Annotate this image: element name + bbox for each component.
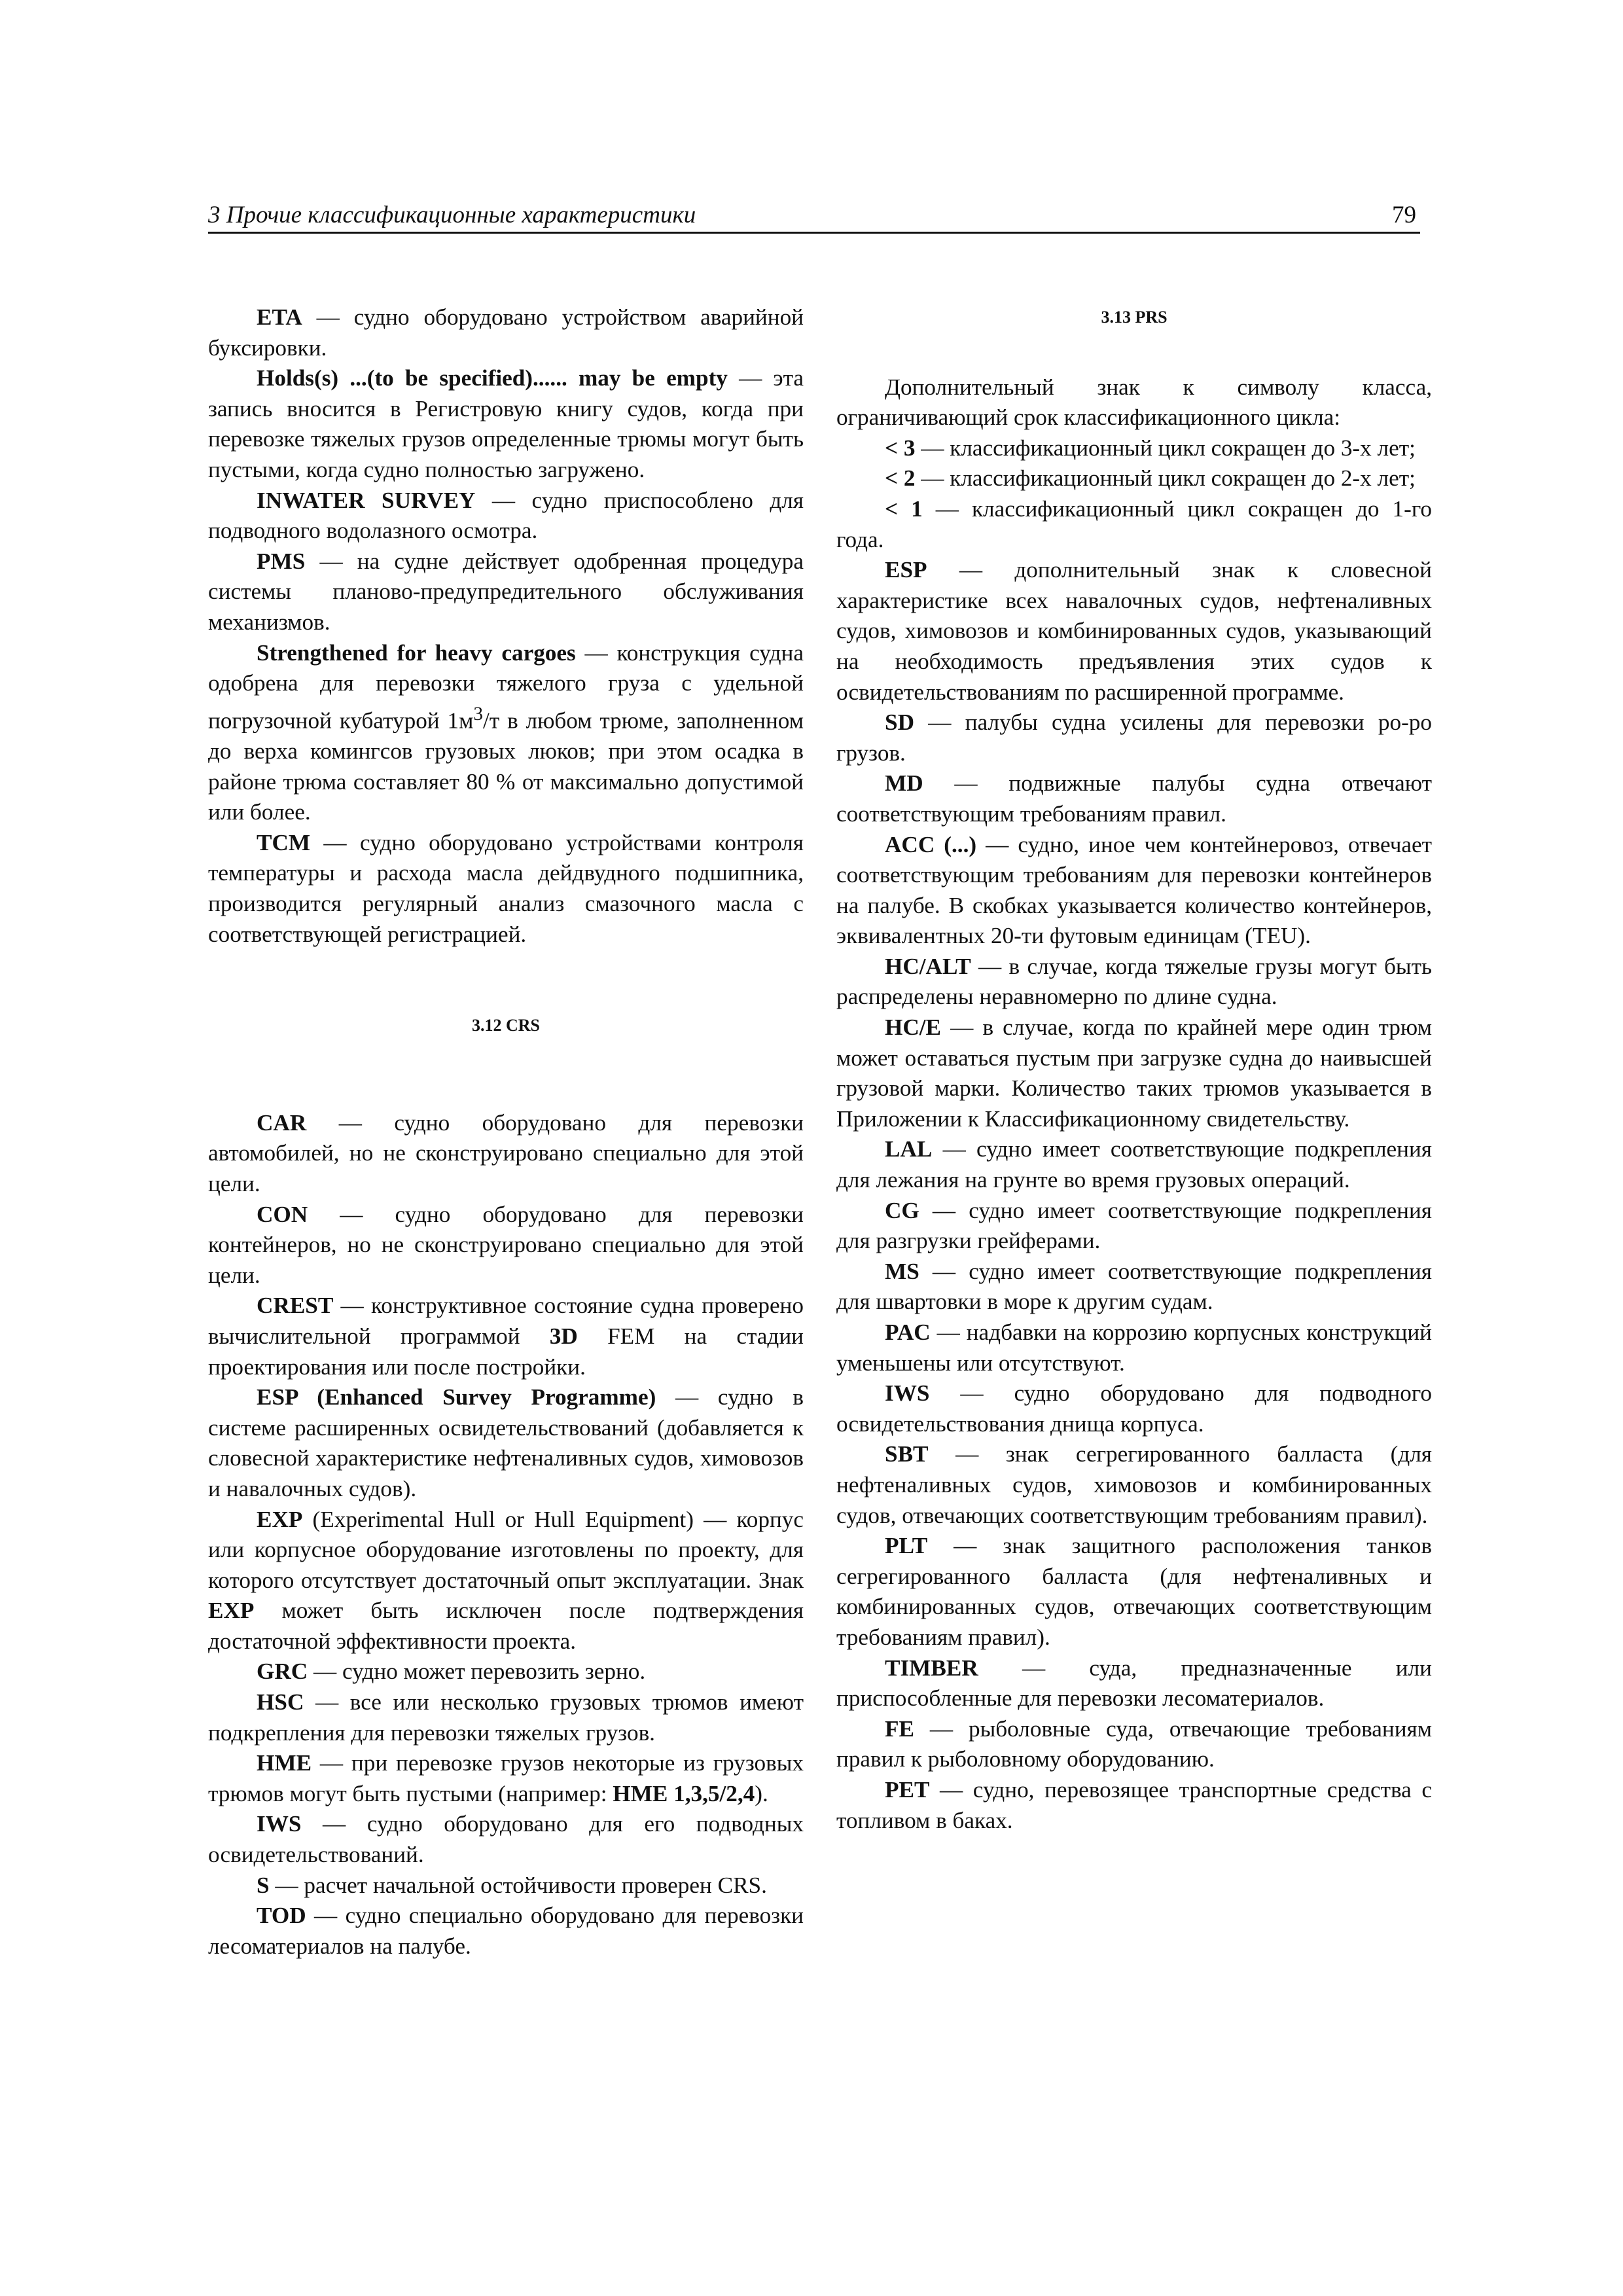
- paragraph-timber: [836, 1653, 1432, 1714]
- term: S: [257, 1872, 270, 1898]
- term: < 2: [885, 465, 916, 492]
- term: MD: [885, 770, 923, 797]
- term: PET: [885, 1776, 930, 1803]
- definition: — эта запись вносится в Регистровую книгу судов, когда при перевозке тяжелых грузов определенные трюмы могут быть пустыми, когда судно полностью загружено.: [208, 365, 804, 482]
- term: HC/ALT: [885, 953, 971, 979]
- definition-cont: ).: [755, 1780, 768, 1806]
- paragraph-sd: [836, 708, 1432, 768]
- term: CREST: [257, 1293, 334, 1319]
- term: HSC: [257, 1689, 304, 1715]
- paragraph-tcm: [208, 828, 804, 950]
- term: < 1: [885, 495, 923, 522]
- paragraph-cycle-1: [836, 494, 1432, 555]
- paragraph-fe: [836, 1714, 1432, 1775]
- paragraph-exp: [208, 1505, 804, 1657]
- term: CG: [885, 1197, 919, 1223]
- term: TCM: [257, 829, 311, 855]
- definition: — суда, предназначенные или приспособленные для перевозки лесоматериалов.: [836, 1655, 1432, 1712]
- paragraph-hc-e: [836, 1013, 1432, 1134]
- paragraph-pms: [208, 547, 804, 638]
- left-column: [208, 302, 804, 1962]
- definition: — судно оборудовано для перевозки автомобилей, но не сконструировано специально для этой цели.: [208, 1109, 804, 1196]
- term-3d: 3D: [549, 1323, 578, 1349]
- term: MS: [885, 1258, 919, 1284]
- section-heading-crs: 3.12 CRS: [471, 1016, 540, 1035]
- term: FE: [885, 1715, 914, 1742]
- paragraph-hme: [208, 1748, 804, 1809]
- definition: — в случае, когда тяжелые грузы могут быть распределены неравномерно по длине судна.: [836, 953, 1432, 1010]
- paragraph-esp: [836, 555, 1432, 708]
- paragraph-car: [208, 1108, 804, 1200]
- paragraph-crest: [208, 1291, 804, 1382]
- definition: — палубы судна усилены для перевозки ро-ро грузов.: [836, 709, 1432, 766]
- definition: — классификационный цикл сокращен до 3-х лет;: [915, 435, 1416, 461]
- term: IWS: [885, 1380, 930, 1407]
- definition: — в случае, когда по крайней мере один трюм может оставаться пустым при загрузке судна до наивысшей грузовой марки. Количество таких трюмов указывается в Приложении к Классификационному свидетельству.: [836, 1014, 1432, 1132]
- term: Strengthened for heavy cargoes: [257, 639, 576, 666]
- definition: — классификационный цикл сокращен до 1-го года.: [836, 495, 1432, 552]
- definition: — судно имеет соответствующие подкрепления для разгрузки грейферами.: [836, 1197, 1432, 1254]
- definition: — судно, иное чем контейнеровоз, отвечает соответствующим требованиям для перевозки контейнеров на палубе. В скобках указывается количество контейнеров, эквивалентных 20-ти футовым единицам (TEU).: [836, 831, 1432, 949]
- term: TIMBER: [885, 1655, 978, 1681]
- right-column: [836, 302, 1432, 1836]
- paragraph-eta: [208, 302, 804, 363]
- definition: — судно имеет соответствующие подкрепления для швартовки в море к другим судам.: [836, 1258, 1432, 1315]
- paragraph-s: [208, 1871, 804, 1901]
- definition: — судно, перевозящее транспортные средства с топливом в баках.: [836, 1776, 1432, 1833]
- page-number: 79: [1392, 202, 1416, 228]
- term: TOD: [257, 1903, 306, 1929]
- paragraph-strengthened: [208, 638, 804, 828]
- definition: — судно имеет соответствующие подкрепления для лежания на грунте во время грузовых операций.: [836, 1136, 1432, 1193]
- paragraph-pac: [836, 1318, 1432, 1378]
- chapter-title: 3 Прочие классификационные характеристики: [208, 202, 696, 228]
- definition-cont: может быть исключен после подтверждения достаточной эффективности проекта.: [208, 1598, 804, 1654]
- term: PMS: [257, 548, 306, 574]
- superscript: 3: [473, 703, 484, 725]
- paragraph-intro: Дополнительный знак к символу класса, ограничивающий срок классификационного цикла:: [836, 374, 1432, 431]
- definition: — дополнительный знак к словесной характеристике всех навалочных судов, нефтеналивных судов, химовозов и комбинированных судов, указывающий на необходимость предъявления этих судов к освидетельствованиям по расширенной программе.: [836, 557, 1432, 705]
- definition-cont: /т в любом трюме, заполненном до верха комингсов грузовых люков; при этом осадка в районе трюма составляет 80 % от максимально допустимой или более.: [208, 708, 804, 825]
- definition: — конструктивное состояние судна проверено вычислительной программой: [208, 1293, 804, 1349]
- term: INWATER SURVEY: [257, 487, 476, 513]
- paragraph-con: [208, 1200, 804, 1291]
- term: HME: [257, 1750, 312, 1776]
- definition: — судно в системе расширенных освидетельствований (добавляется к словесной характеристике нефтеналивных судов, химовозов и навалочных судов).: [208, 1384, 804, 1501]
- term: LAL: [885, 1136, 933, 1162]
- term: ESP: [885, 557, 927, 583]
- section-heading-prs: 3.13 PRS: [1101, 308, 1168, 327]
- definition: — судно оборудовано для его подводных освидетельствований.: [208, 1811, 804, 1868]
- term: CAR: [257, 1109, 307, 1136]
- term: SD: [885, 709, 914, 736]
- definition: — при перевозке грузов некоторые из грузовых трюмов могут быть пустыми (например:: [208, 1750, 804, 1806]
- definition: — на судне действует одобренная процедура системы планово-предупредительного обслуживания механизмов.: [208, 548, 804, 635]
- definition: — судно оборудовано для подводного освидетельствования днища корпуса.: [836, 1380, 1432, 1437]
- paragraph-ms: [836, 1257, 1432, 1318]
- term-hme-example: HME 1,3,5/2,4: [613, 1780, 755, 1806]
- term-exp: EXP: [208, 1598, 255, 1624]
- paragraph-esp: [208, 1382, 804, 1504]
- paragraph-cycle-3: [836, 433, 1432, 464]
- paragraph-cg: [836, 1196, 1432, 1257]
- term: ETA: [257, 304, 302, 330]
- term: IWS: [257, 1811, 302, 1837]
- definition: — подвижные палубы судна отвечают соответствующим требованиям правил.: [836, 770, 1432, 827]
- definition: — все или несколько грузовых трюмов имеют подкрепления для перевозки тяжелых грузов.: [208, 1689, 804, 1746]
- paragraph-iws: [836, 1378, 1432, 1439]
- definition: — знак защитного расположения танков сегрегированного балласта (для нефтеналивных и комбинированных судов, отвечающих соответствующим требованиям правил).: [836, 1533, 1432, 1650]
- definition: — судно оборудовано устройствами контроля температуры и расхода масла дейдвудного подшипника, производится регулярный анализ смазочного масла с соответствующей регистрацией.: [208, 829, 804, 947]
- term: PAC: [885, 1319, 931, 1345]
- term: HC/E: [885, 1014, 942, 1041]
- definition: — надбавки на коррозию корпусных конструкций уменьшены или отсутствуют.: [836, 1319, 1432, 1376]
- paragraph-hsc: [208, 1687, 804, 1748]
- definition: — судно специально оборудовано для перевозки лесоматериалов на палубе.: [208, 1903, 804, 1959]
- definition: — конструкция судна одобрена для перевозки тяжелого груза с удельной погрузочной кубатурой 1м: [208, 639, 804, 734]
- paragraph-plt: [836, 1531, 1432, 1653]
- term: EXP: [257, 1506, 303, 1532]
- term: SBT: [885, 1441, 929, 1467]
- term: GRC: [257, 1659, 308, 1685]
- paragraph-holds: [208, 363, 804, 485]
- paragraph-cycle-2: [836, 463, 1432, 494]
- definition: — судно оборудовано для перевозки контейнеров, но не сконструировано специально для этой цели.: [208, 1201, 804, 1288]
- term: ACC (...): [885, 831, 977, 857]
- definition: — знак сегрегированного балласта (для нефтеналивных судов, химовозов и комбинированных судов, отвечающих соответствующим требованиям правил).: [836, 1441, 1432, 1528]
- paragraph-sbt: [836, 1439, 1432, 1531]
- definition: — классификационный цикл сокращен до 2-х лет;: [915, 465, 1416, 492]
- running-header: [208, 198, 1420, 234]
- definition-cont: FEM на стадии проектирования или после постройки.: [208, 1323, 804, 1380]
- paragraph-pet: [836, 1775, 1432, 1836]
- term: < 3: [885, 435, 916, 461]
- definition: — судно приспособлено для подводного водолазного осмотра.: [208, 487, 804, 544]
- definition: — расчет начальной остойчивости проверен CRS.: [269, 1872, 767, 1898]
- paragraph-inwater-survey: [208, 486, 804, 547]
- definition: (Experimental Hull or Hull Equipment) — корпус или корпусное оборудование изготовлены по проекту, для которого отсутствует достаточный опыт эксплуатации. Знак: [208, 1506, 804, 1593]
- paragraph-grc: [208, 1657, 804, 1687]
- paragraph-tod: [208, 1901, 804, 1962]
- paragraph-iws: [208, 1809, 804, 1870]
- term: CON: [257, 1201, 308, 1227]
- term: PLT: [885, 1533, 928, 1559]
- paragraph-hc-alt: [836, 952, 1432, 1013]
- term: Holds(s) ...(to be specified)...... may be empty: [257, 365, 728, 391]
- definition: — рыболовные суда, отвечающие требованиям правил к рыболовному оборудованию.: [836, 1715, 1432, 1772]
- definition: — судно оборудовано устройством аварийной буксировки.: [208, 304, 804, 361]
- paragraph-lal: [836, 1134, 1432, 1195]
- paragraph-acc: [836, 830, 1432, 952]
- paragraph-md: [836, 768, 1432, 829]
- definition: — судно может перевозить зерно.: [308, 1659, 646, 1685]
- term: ESP (Enhanced Survey Programme): [257, 1384, 656, 1410]
